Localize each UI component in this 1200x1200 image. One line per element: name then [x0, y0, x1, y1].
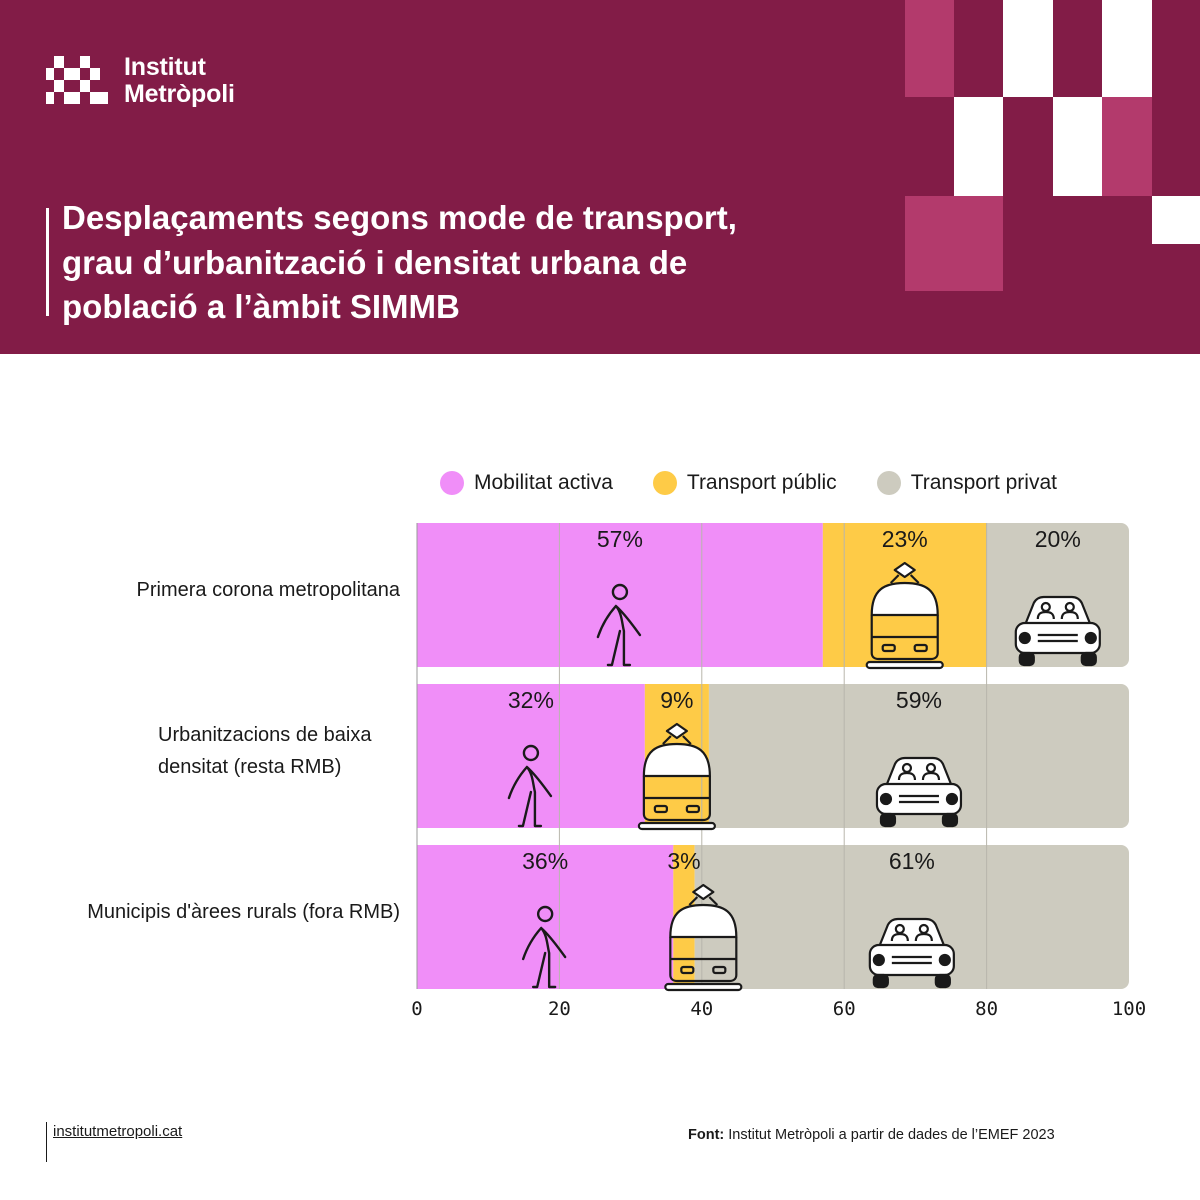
- icon-part: [867, 662, 943, 668]
- value-label: 59%: [895, 687, 942, 713]
- icon-part: [670, 905, 736, 937]
- category-label: Primera corona metropolitana: [136, 579, 400, 601]
- icon-part: [639, 823, 715, 829]
- x-tick-label: 20: [547, 998, 571, 1020]
- icon-part: [1026, 597, 1090, 623]
- value-label: 23%: [881, 526, 928, 552]
- legend-label: Transport privat: [910, 471, 1057, 494]
- source-note: [688, 1127, 1055, 1143]
- icon-part: [1020, 653, 1034, 665]
- website-link[interactable]: institutmetropoli.cat: [53, 1123, 183, 1140]
- value-label: 36%: [522, 848, 569, 874]
- x-tick-label: 40: [690, 998, 714, 1020]
- bar-end-cap: [1105, 523, 1129, 667]
- icon-part: [936, 975, 950, 987]
- bar-end-cap: [1105, 845, 1129, 989]
- x-tick-label: 80: [975, 998, 999, 1020]
- category-label: Urbanitzacions de baixa: [158, 724, 372, 746]
- x-tick-label: 100: [1111, 998, 1147, 1020]
- icon-part: [881, 814, 895, 826]
- footer-divider: [46, 1122, 47, 1162]
- page-title-line: grau d’urbanització i densitat urbana de: [62, 243, 688, 281]
- category-label: densitat (resta RMB): [158, 756, 342, 778]
- value-label: 57%: [596, 526, 643, 552]
- value-label: 20%: [1034, 526, 1081, 552]
- icon-part: [1086, 633, 1096, 643]
- source-label: Font:: [688, 1127, 725, 1143]
- legend-label: Mobilitat activa: [474, 471, 613, 494]
- source-text: Institut Metròpoli a partir de dades de l’EMEF 2023: [728, 1127, 1055, 1143]
- value-label: 32%: [507, 687, 554, 713]
- icon-part: [940, 955, 950, 965]
- value-label: 9%: [660, 687, 694, 713]
- legend-label: Transport públic: [686, 471, 837, 494]
- page-title-line: Desplaçaments segons mode de transport,: [62, 199, 737, 236]
- icon-part: [947, 794, 957, 804]
- icon-part: [943, 814, 957, 826]
- icon-part: [874, 975, 888, 987]
- icon-part: [872, 583, 938, 615]
- icon-part: [1020, 633, 1030, 643]
- icon-part: [644, 744, 710, 776]
- brand-name-line: Metròpoli: [124, 80, 235, 108]
- icon-part: [1082, 653, 1096, 665]
- value-label: 3%: [667, 848, 701, 874]
- x-tick-label: 0: [411, 998, 423, 1020]
- x-tick-label: 60: [832, 998, 856, 1020]
- icon-part: [881, 794, 891, 804]
- value-label: 61%: [888, 848, 935, 874]
- icon-part: [665, 984, 741, 990]
- icon-part: [880, 919, 944, 945]
- icon-part: [874, 955, 884, 965]
- bar-end-cap: [1105, 684, 1129, 828]
- page-title-line: població a l’àmbit SIMMB: [62, 288, 460, 325]
- category-label: Municipis d'àrees rurals (fora RMB): [87, 901, 400, 923]
- icon-part: [887, 758, 951, 784]
- brand-name-line: Institut: [124, 53, 206, 81]
